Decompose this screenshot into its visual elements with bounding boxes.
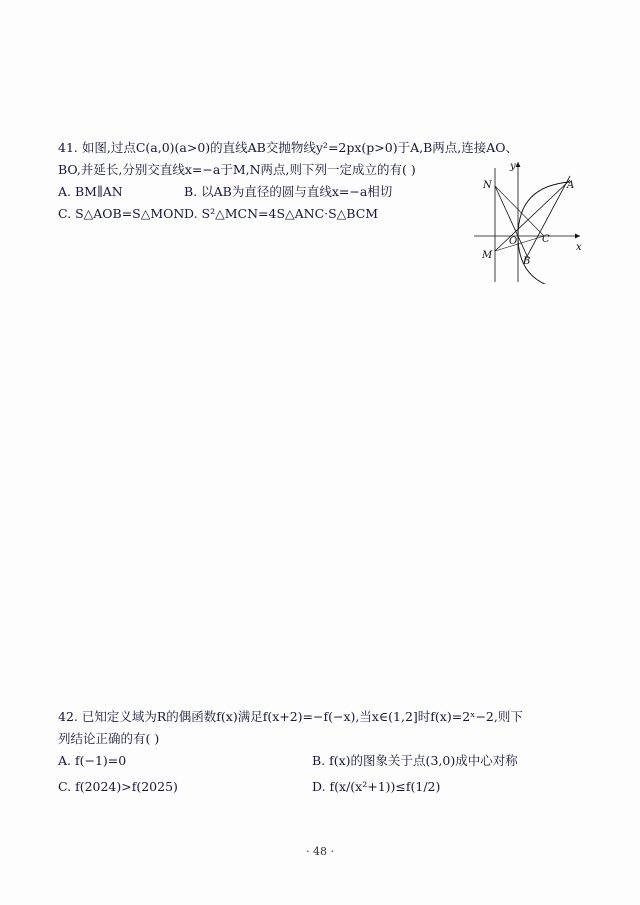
line-bo-n bbox=[495, 186, 528, 258]
label-y: y bbox=[510, 161, 516, 172]
q41-option-d: D. S²△MCN=4S△ANC·S△BCM bbox=[184, 206, 379, 221]
y-axis-arrow bbox=[516, 162, 521, 167]
parabola-diagram bbox=[474, 158, 586, 284]
q42-text-line2: 列结论正确的有( ) bbox=[58, 731, 160, 746]
parabola-curve bbox=[518, 182, 570, 284]
q41-figure bbox=[474, 158, 586, 284]
q42-option-a: A. f(−1)=0 bbox=[58, 753, 127, 768]
q42-option-c: C. f(2024)>f(2025) bbox=[58, 779, 178, 794]
q42-text-line1: 42. 已知定义域为R的偶函数f(x)满足f(x+2)=−f(−x),当x∈(1,2]时f(x)=2ˣ−2,则下 bbox=[58, 709, 523, 724]
x-axis-arrow bbox=[575, 234, 580, 239]
q41-option-a: A. BM∥AN bbox=[58, 184, 123, 199]
page-number: · 48 · bbox=[306, 845, 334, 858]
label-c: C bbox=[542, 234, 550, 245]
q42-option-b: B. f(x)的图象关于点(3,0)成中心对称 bbox=[312, 753, 518, 768]
q42-option-d: D. f(x/(x²+1))≤f(1/2) bbox=[312, 779, 441, 794]
q41-text-line2: BO,并延长,分别交直线x=−a于M,N两点,则下列一定成立的有( ) bbox=[58, 162, 416, 177]
q41-option-c: C. S△AOB=S△MON bbox=[58, 206, 185, 221]
q41-text-line1: 41. 如图,过点C(a,0)(a>0)的直线AB交抛物线y²=2px(p>0)于A,B两点,连接AO、 bbox=[58, 140, 519, 155]
line-ab bbox=[524, 176, 570, 262]
label-b: B bbox=[523, 256, 531, 267]
label-x: x bbox=[576, 242, 582, 253]
q41-option-b: B. 以AB为直径的圆与直线x=−a相切 bbox=[184, 184, 393, 199]
label-a: A bbox=[567, 180, 575, 191]
line-nc bbox=[495, 186, 544, 236]
label-m: M bbox=[482, 250, 493, 261]
line-ao-m bbox=[495, 180, 570, 251]
label-o: O bbox=[509, 236, 518, 247]
label-n: N bbox=[483, 180, 492, 191]
